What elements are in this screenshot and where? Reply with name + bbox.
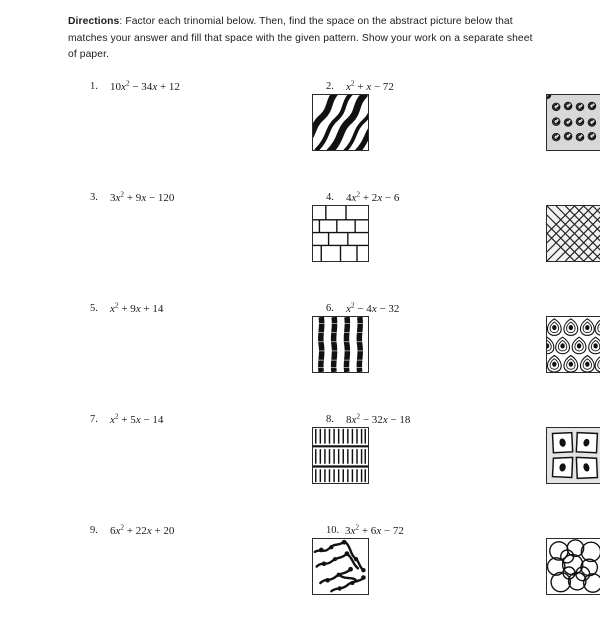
problem-row: [68, 78, 540, 189]
problem-number: 10.: [326, 525, 340, 537]
problem-expression: $x^2 + 5x - 14$: [110, 411, 164, 427]
pattern-swatch-9: [312, 538, 369, 595]
problem-number: 5.: [90, 303, 98, 315]
problem-expression: $x^2 + 9x + 14$: [110, 300, 164, 316]
problem-number: 8.: [326, 414, 334, 426]
problem-cell-4: [326, 189, 591, 205]
problem-cell-1: [90, 78, 325, 94]
pattern-swatch-6: [546, 316, 600, 373]
directions: [68, 14, 538, 64]
pattern-swatch-8: [546, 427, 600, 484]
problem-row: [68, 411, 540, 522]
problem-expression: $3x^2 + 6x - 72$: [345, 522, 404, 538]
problem-cell-6: [326, 300, 591, 316]
problem-row: [68, 522, 540, 633]
problem-expression: $x^2 + x - 72$: [346, 78, 394, 94]
problem-number: 6.: [326, 303, 334, 315]
spiral-dots-grid-icon: [547, 95, 600, 150]
problem-cell-7: [90, 411, 325, 427]
problem-expression: $6x^2 + 22x + 20$: [110, 522, 175, 538]
problem-10: [326, 522, 591, 538]
scallop-feather-dots-icon: [547, 317, 600, 372]
problem-expression: $3x^2 + 9x - 120$: [110, 189, 175, 205]
problem-rows: [68, 78, 540, 633]
pattern-swatch-4: [546, 205, 600, 262]
directions-label: Directions: [68, 16, 120, 27]
wavy-diagonal-bands-icon: [313, 95, 368, 150]
problem-cell-8: [326, 411, 591, 427]
problem-5: [90, 300, 325, 316]
problem-9: [90, 522, 325, 538]
pattern-swatch-7: [312, 427, 369, 484]
brick-masonry-icon: [313, 206, 368, 261]
problem-number: 3.: [90, 192, 98, 204]
problem-expression: $8x^2 - 32x - 18$: [346, 411, 411, 427]
problem-7: [90, 411, 325, 427]
problem-number: 4.: [326, 192, 334, 204]
problem-number: 1.: [90, 81, 98, 93]
problem-8: [326, 411, 591, 427]
problem-number: 2.: [326, 81, 334, 93]
problem-cell-10: [326, 522, 591, 538]
problem-cell-9: [90, 522, 325, 538]
problem-3: [90, 189, 325, 205]
problem-1: [90, 78, 325, 94]
pattern-swatch-1: [312, 94, 369, 151]
problem-cell-5: [90, 300, 325, 316]
pattern-swatch-10: [546, 538, 600, 595]
problem-row: [68, 189, 540, 300]
picket-bands-icon: [313, 428, 368, 483]
problem-number: 7.: [90, 414, 98, 426]
pattern-swatch-3: [312, 205, 369, 262]
problem-expression: $4x^2 + 2x - 6$: [346, 189, 400, 205]
four-squares-dots-icon: [547, 428, 600, 483]
overlapping-circles-icon: [547, 539, 600, 594]
rough-vertical-stripes-icon: [313, 317, 368, 372]
problem-number: 9.: [90, 525, 98, 537]
branching-vine-blobs-icon: [313, 539, 368, 594]
problem-expression: $10x^2 - 34x + 12$: [110, 78, 180, 94]
problem-expression: $x^2 - 4x - 32$: [346, 300, 400, 316]
problem-cell-3: [90, 189, 325, 205]
pattern-swatch-2: [546, 94, 600, 151]
problem-4: [326, 189, 591, 205]
directions-text: : Factor each trinomial below. Then, find the space on the abstract picture below that matches your answer and fill that space with the given pattern. Show your work on a separate sheet of paper.: [68, 16, 533, 61]
problem-6: [326, 300, 591, 316]
problem-cell-2: [326, 78, 591, 94]
problem-2: [326, 78, 591, 94]
diagonal-crosshatch-icon: [547, 206, 600, 261]
problem-row: [68, 300, 540, 411]
pattern-swatch-5: [312, 316, 369, 373]
